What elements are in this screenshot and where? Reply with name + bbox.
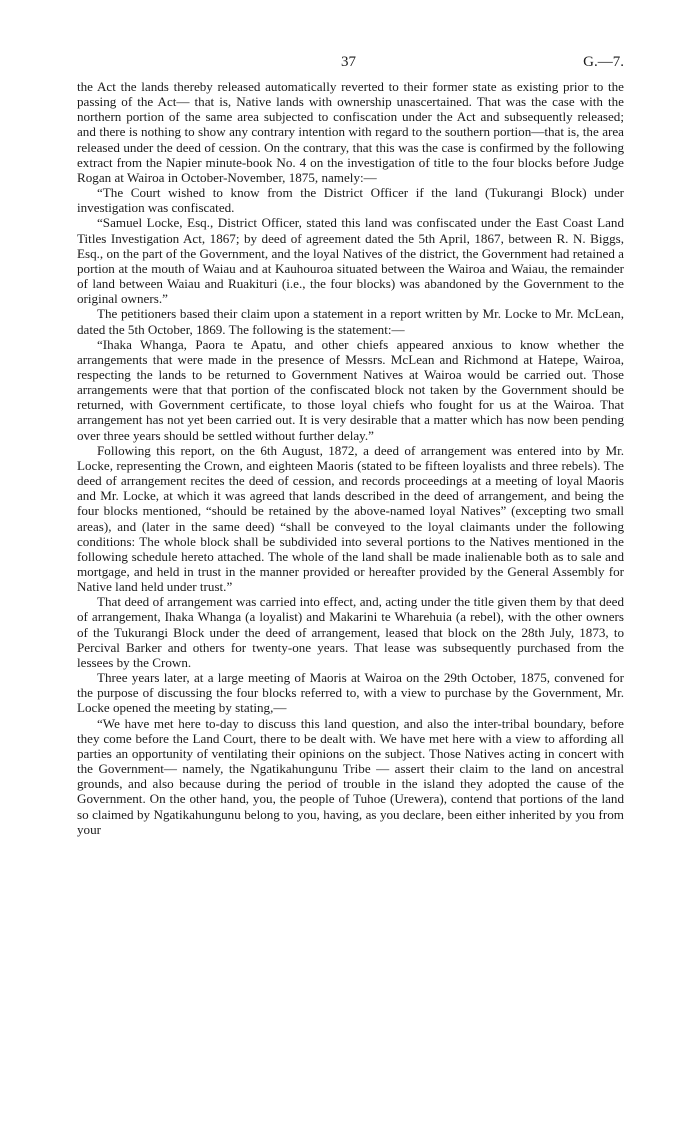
paragraph: “Samuel Locke, Esq., District Officer, stated this land was confiscated under the East Coast Land Titles Investigation Act, 1867; by deed of agreement dated the 5th April, 1867, between R. N. Biggs, Esq., on the part of the Government, and the loyal Natives of the district, the Government had retained a portion at the mouth of Waiau and at Kauhouroa situated between the Wairoa and Waiau, the remainder of land between Waiau and Ruakituri (i.e., the four blocks) was abandoned by the Government to the original owners.” xyxy=(77,215,624,307)
paragraph: the Act the lands thereby released automatically reverted to their former state as existing prior to the passing of the Act— that is, Native lands with ownership unascertained. That was the case with the northern portion of the same area subjected to confiscation under the Act and subsequently released; and there is nothing to show any contrary intention with regard to the southern portion—that is, the area released under the deed of cession. On the contrary, that this was the case is confirmed by the following extract from the Napier minute-book No. 4 on the investigation of title to the four blocks before Judge Rogan at Wairoa in October-November, 1875, namely:— xyxy=(77,79,624,185)
paragraph: “The Court wished to know from the District Officer if the land (Tukurangi Block) under investigation was confiscated. xyxy=(77,185,624,216)
page-number: 37 xyxy=(341,54,356,70)
paragraph: That deed of arrangement was carried into effect, and, acting under the title given them by that deed of arrangement, Ihaka Whanga (a loyalist) and Makarini te Wharehuia (a rebel), with the other owners of the Tukurangi Block under the deed of arrangement, leased that block on the 28th July, 1873, to Percival Barker and others for twenty-one years. That lease was subsequently purchased from the lessees by the Crown. xyxy=(77,594,624,670)
paragraph: The petitioners based their claim upon a statement in a report written by Mr. Locke to Mr. McLean, dated the 5th October, 1869. The following is the statement:— xyxy=(77,306,624,337)
paragraph: Following this report, on the 6th August, 1872, a deed of arrangement was entered into by Mr. Locke, representing the Crown, and eighteen Maoris (stated to be fifteen loyalists and three rebels). The deed of arrangement recites the deed of cession, and records proceedings at a meeting of loyal Maoris and Mr. Locke, at which it was agreed that lands described in the deed of arrangement, and being the four blocks mentioned, “should be retained by the above-named loyal Natives” (excepting two small areas), and (later in the same deed) “shall be conveyed to the loyal claimants under the following conditions: The whole block shall be subdivided into several portions to the Natives mentioned in the following schedule hereto attached. The whole of the land shall be made inalienable both as to sale and mortgage, and held in trust in the manner provided or hereafter provided by the General Assembly for Native land held under trust.” xyxy=(77,442,624,595)
series-code: G.—7. xyxy=(583,54,624,70)
paragraph: “Ihaka Whanga, Paora te Apatu, and other chiefs appeared anxious to know whether the arrangements that were made in the presence of Messrs. McLean and Richmond at Hatepe, Wairoa, respecting the lands to be returned to Government Natives at Wairoa would be carried out. Those arrangements were that that portion of the confiscated block not taken by the Government should be returned, with Government certificate, to those loyal chiefs who fought for us at the Wairoa. That arrangement has not yet been carried out. It is very desirable that a matter which has now been pending over three years should be settled without further delay.” xyxy=(77,336,624,443)
page-header xyxy=(77,54,624,72)
document-body xyxy=(77,79,624,837)
paragraph: Three years later, at a large meeting of Maoris at Wairoa on the 29th October, 1875, convened for the purpose of discussing the four blocks referred to, with a view to purchase by the Government, Mr. Locke opened the meeting by stating,— xyxy=(77,670,624,716)
paragraph: “We have met here to-day to discuss this land question, and also the inter-tribal boundary, before they come before the Land Court, there to be dealt with. We have met here with a view to affording all parties an opportunity of ventilating their opinions on the subject. Those Natives acting in concert with the Government— namely, the Ngatikahungunu Tribe — assert their claim to the land on ancestral grounds, and also because during the period of trouble in the island they adopted the cause of the Government. On the other hand, you, the people of Tuhoe (Urewera), contend that portions of the land so claimed by Ngatikahungunu belong to you, having, as you declare, been either inherited by you from your xyxy=(77,715,624,837)
